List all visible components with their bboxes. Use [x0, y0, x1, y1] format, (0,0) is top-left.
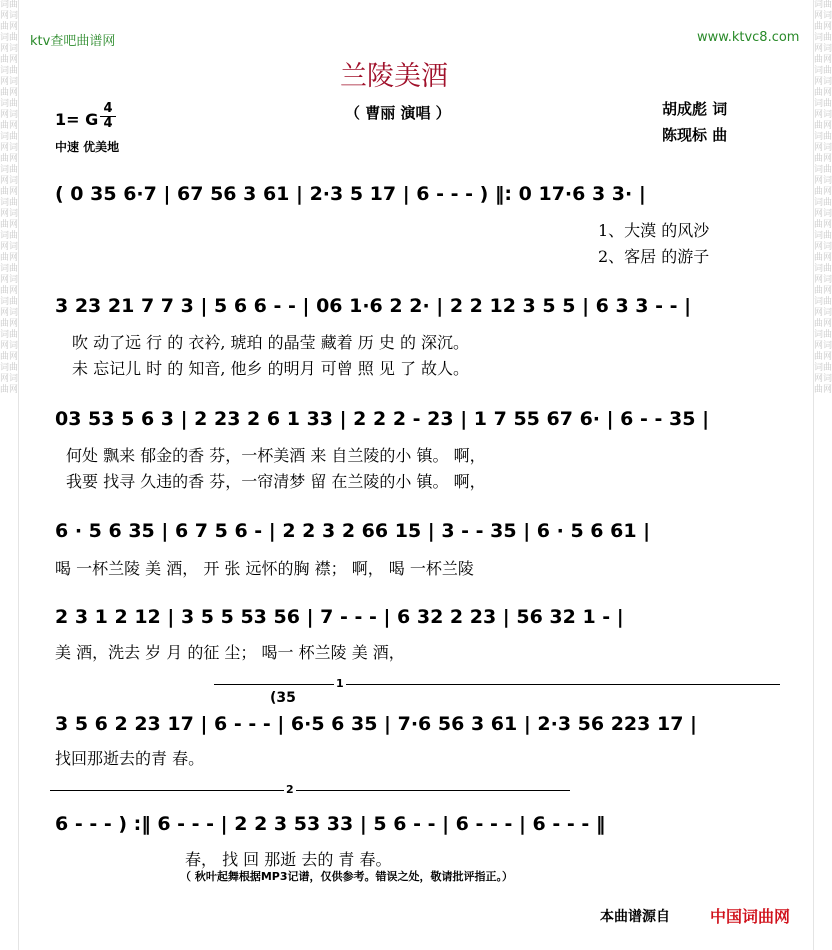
- volta-bracket-1: [214, 684, 780, 685]
- key-signature: 1= G: [55, 110, 99, 129]
- lyric-line-3-verse-2: 我要 找寻 久违的香 芬，一帘清梦 留 在兰陵的小 镇。 啊，: [66, 472, 486, 491]
- tempo-marking: 中速 优美地: [55, 140, 120, 154]
- time-signature-bottom: 4: [103, 116, 113, 131]
- song-title: 兰陵美酒: [340, 61, 448, 92]
- melody-line-6: 3 5 6 2 23 17 | 6 - - - | 6·5 6 35 | 7·6 56 3 61 | 2·3 56 223 17 |: [55, 713, 697, 735]
- source-label: 本曲谱源自: [600, 909, 670, 925]
- lyricist-credit: 胡成彪 词: [662, 100, 728, 118]
- lyric-line-1-verse-1: 1、大漠 的风沙: [598, 221, 710, 240]
- composer-credit: 陈现标 曲: [662, 126, 728, 144]
- time-signature: [100, 102, 116, 131]
- site-left-label[interactable]: ktv查吧曲谱网: [30, 34, 116, 49]
- melody-line-5: 2 3 1 2 12 | 3 5 5 53 56 | 7 - - - | 6 32 2 23 | 56 32 1 - |: [55, 606, 624, 628]
- melody-line-2: 3 23 21 7 7 3 | 5 6 6 - - | 06 1·6 2 2· | 2 2 12 3 5 5 | 6 3 3 - - |: [55, 295, 692, 317]
- lyric-line-2-verse-2: 未 忘记儿 时 的 知音, 他乡 的明月 可曾 照 见 了 故人。: [72, 359, 470, 378]
- melody-line-1: ( 0 35 6·7 | 67 56 3 61 | 2·3 5 17 | 6 - - - ) ‖: 0 17·6 3 3· |: [55, 183, 646, 205]
- lyric-line-5: 美 酒，洗去 岁 月 的征 尘； 喝一 杯兰陵 美 酒，: [55, 643, 405, 662]
- right-watermark-strip: 词曲网词曲网词曲网词曲网词曲网词曲网词曲网词曲网词曲网词曲网词曲网词曲网词曲网词曲网词曲网词曲网词曲网词曲网词曲网词曲网词曲网词曲网词曲网词曲网: [813, 0, 832, 950]
- lyric-line-6: 找回那逝去的青 春。: [55, 749, 205, 768]
- lyric-line-4: 喝 一杯兰陵 美 酒， 开 张 远怀的胸 襟； 啊， 喝 一杯兰陵: [55, 559, 474, 578]
- melody-line-4: 6 · 5 6 35 | 6 7 5 6 - | 2 2 3 2 66 15 | 3 - - 35 | 6 · 5 6 61 |: [55, 520, 651, 542]
- lyric-line-3-verse-1: 何处 飘来 郁金的香 芬，一杯美酒 来 自兰陵的小 镇。 啊，: [66, 446, 486, 465]
- volta-bracket-2: [50, 790, 570, 791]
- singer-credit: （ 曹丽 演唱 ）: [345, 104, 451, 122]
- site-right-url[interactable]: www.ktvc8.com: [697, 30, 800, 45]
- lyric-line-2-verse-1: 吹 动了远 行 的 衣衿, 琥珀 的晶莹 藏着 历 史 的 深沉。: [72, 333, 470, 352]
- lyric-line-7: 春， 找 回 那逝 去的 青 春。: [185, 850, 392, 869]
- source-site-name[interactable]: 中国词曲网: [710, 907, 791, 926]
- time-signature-top: 4: [100, 102, 116, 117]
- lyric-line-1-verse-2: 2、客居 的游子: [598, 247, 710, 266]
- volta-number-1: 1: [336, 677, 344, 690]
- transcription-footnote: （ 秋叶起舞根据MP3记谱，仅供参考。错误之处，敬请批评指正。）: [180, 870, 513, 883]
- left-watermark-strip: 词曲网词曲网词曲网词曲网词曲网词曲网词曲网词曲网词曲网词曲网词曲网词曲网词曲网词曲网词曲网词曲网词曲网词曲网词曲网词曲网词曲网词曲网词曲网词曲网: [0, 0, 19, 950]
- melody-line-3: 03 53 5 6 3 | 2 23 2 6 1 33 | 2 2 2 - 23 | 1 7 55 67 6· | 6 - - 35 |: [55, 408, 710, 430]
- melody-line-7: 6 - - - ) :‖ 6 - - - | 2 2 3 53 33 | 5 6 - - | 6 - - - | 6 - - - ‖: [55, 813, 606, 835]
- grace-note: (35: [270, 690, 296, 706]
- volta-number-2: 2: [286, 783, 294, 796]
